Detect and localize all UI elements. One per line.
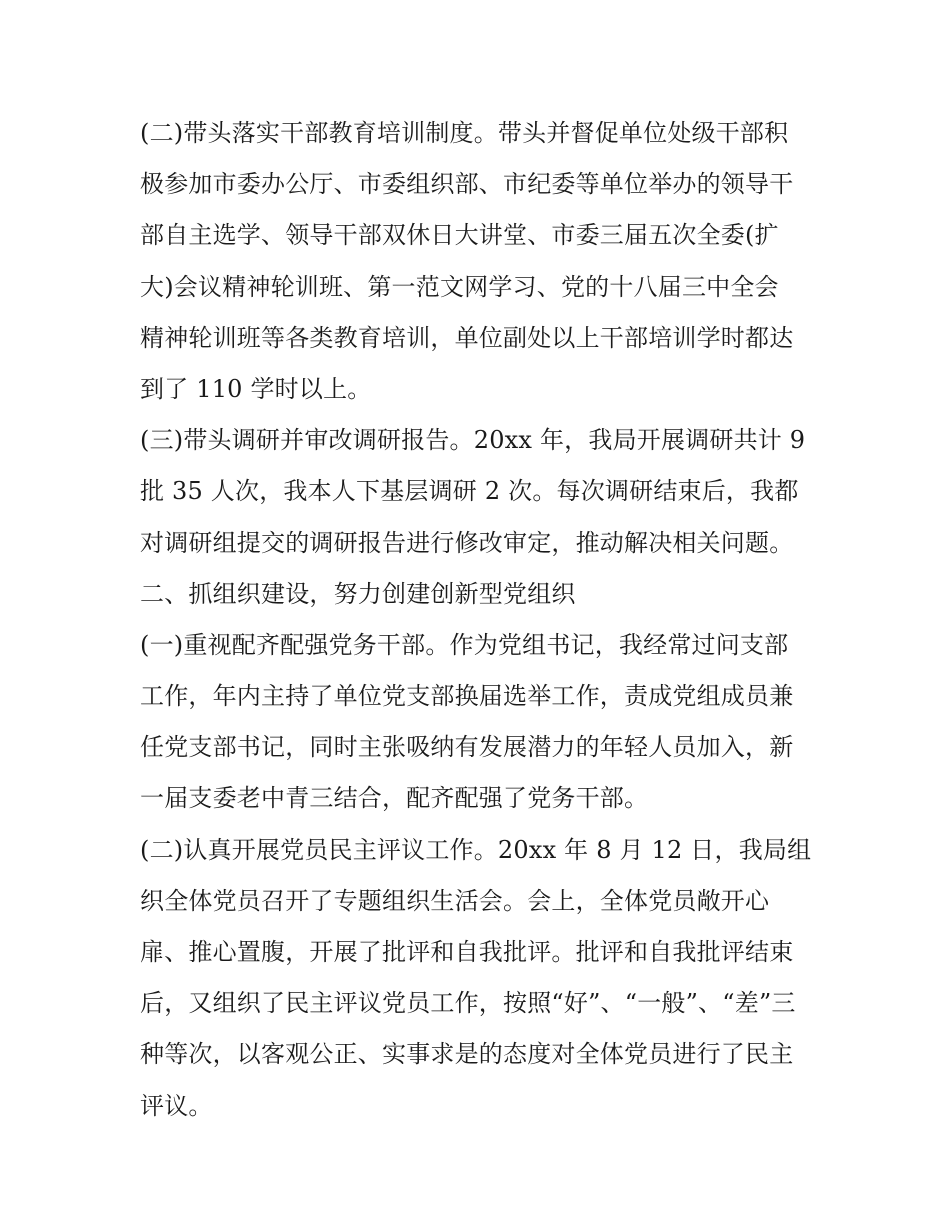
text-line: 扉、推心置腹，开展了批评和自我批评。批评和自我批评结束 [140,938,794,966]
text-line: 对调研组提交的调研报告进行修改审定，推动解决相关问题。 [140,528,794,557]
document-body [140,108,820,1132]
text-line: (三)带头调研并审改调研报告。20xx 年，我局开展调研共计 9 [140,426,806,455]
text-line: 任党支部书记，同时主张吸纳有发展潜力的年轻人员加入，新 [140,733,794,762]
text-line: 精神轮训班等各类教育培训，单位副处以上干部培训学时都达 [140,323,794,352]
text-line: 后，又组织了民主评议党员工作，按照“好”、“一般”、“差”三 [140,989,796,1018]
section-heading: 二、抓组织建设，努力创建创新型党组织 [140,579,576,608]
text-line: 评议。 [140,1091,213,1120]
text-line: 织全体党员召开了专题组织生活会。会上，全体党员敞开心 [140,886,770,915]
text-line: 到了 110 学时以上。 [140,374,372,403]
text-line: (二)认真开展党员民主评议工作。20xx 年 8 月 12 日，我局组 [140,835,812,864]
text-line: (一)重视配齐配强党务干部。作为党组书记，我经常过问支部 [140,630,789,659]
text-line: 一届支委老中青三结合，配齐配强了党务干部。 [140,784,649,813]
text-line: 大)会议精神轮训班、第一范文网学习、党的十八届三中全会 [140,272,779,301]
text-line: 种等次，以客观公正、实事求是的态度对全体党员进行了民主 [140,1040,794,1069]
text-line: 部自主选学、领导干部双休日大讲堂、市委三届五次全委(扩 [140,221,779,250]
text-line: (二)带头落实干部教育培训制度。带头并督促单位处级干部积 [140,119,789,147]
text-line: 极参加市委办公厅、市委组织部、市纪委等单位举办的领导干 [140,170,794,199]
text-line: 批 35 人次，我本人下基层调研 2 次。每次调研结束后，我都 [140,477,799,506]
text-line: 工作，年内主持了单位党支部换届选举工作，责成党组成员兼 [140,682,794,711]
